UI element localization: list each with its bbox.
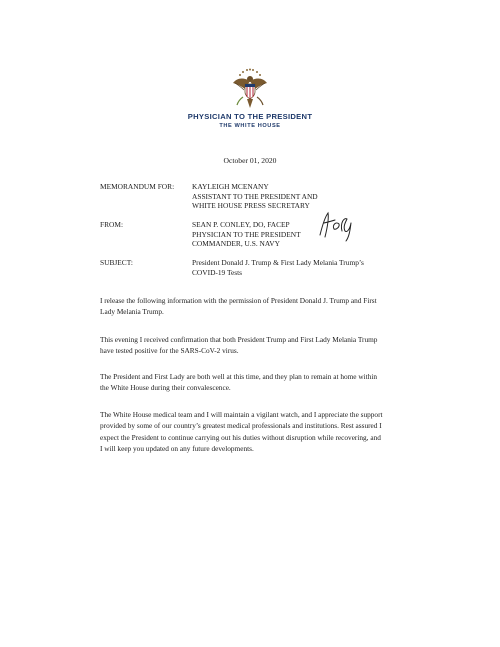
paragraph-line: The President and First Lady are both well at this time, and they plan to remain at home within (100, 372, 378, 381)
memo-subject-line: COVID-19 Tests (192, 267, 243, 277)
memo-to-line: WHITE HOUSE PRESS SECRETARY (192, 201, 310, 211)
paragraph-line: I release the following information with the permission of President Donald J. Trump and First (100, 296, 377, 305)
memo-subject-line: President Donald J. Trump & First Lady Melania Trump’s (192, 258, 364, 267)
paragraph-line: Lady Melania Trump. (100, 307, 164, 317)
letterhead-title: PHYSICIAN TO THE PRESIDENT (187, 112, 313, 121)
paragraph-line: provided by some of our country’s greatest medical professionals and institutions. Rest assured I (100, 421, 382, 431)
paragraph-line: I will keep you updated on any future developments. (100, 444, 254, 454)
memo-subject-label: SUBJECT: (100, 258, 133, 267)
body-paragraph (100, 371, 400, 394)
memo-to-label: MEMORANDUM FOR: (100, 182, 175, 191)
memo-to-line: ASSISTANT TO THE PRESIDENT AND (192, 191, 318, 201)
paragraph-line: expect the President to continue carrying out his duties without disruption while recovering, and (100, 432, 381, 442)
letterhead-subtitle: THE WHITE HOUSE (219, 123, 281, 129)
memo-from-label: FROM: (100, 220, 124, 229)
memo-to-value (192, 182, 318, 211)
memo-subject-value (192, 258, 364, 277)
handwritten-signature-icon (316, 209, 358, 243)
memo-from-line: SEAN P. CONLEY, DO, FACEP (192, 220, 290, 229)
paragraph-line: This evening I received confirmation that both President Trump and First Lady Melania Trump (100, 335, 378, 344)
paragraph-line: have tested positive for the SARS-CoV-2 virus. (100, 346, 239, 356)
memo-from-line: PHYSICIAN TO THE PRESIDENT (192, 229, 301, 239)
body-paragraph (100, 409, 400, 455)
memo-to-line: KAYLEIGH MCENANY (192, 182, 269, 191)
memo-from-value (192, 220, 301, 249)
paragraph-line: The White House medical team and I will maintain a vigilant watch, and I appreciate the support (100, 410, 383, 419)
memo-from-line: COMMANDER, U.S. NAVY (192, 239, 280, 249)
paragraph-line: the White House during their convalescence. (100, 383, 231, 393)
body-paragraph (100, 295, 400, 318)
memo-date: October 01, 2020 (223, 156, 277, 165)
body-paragraph (100, 334, 400, 357)
presidential-seal-icon (229, 66, 271, 110)
